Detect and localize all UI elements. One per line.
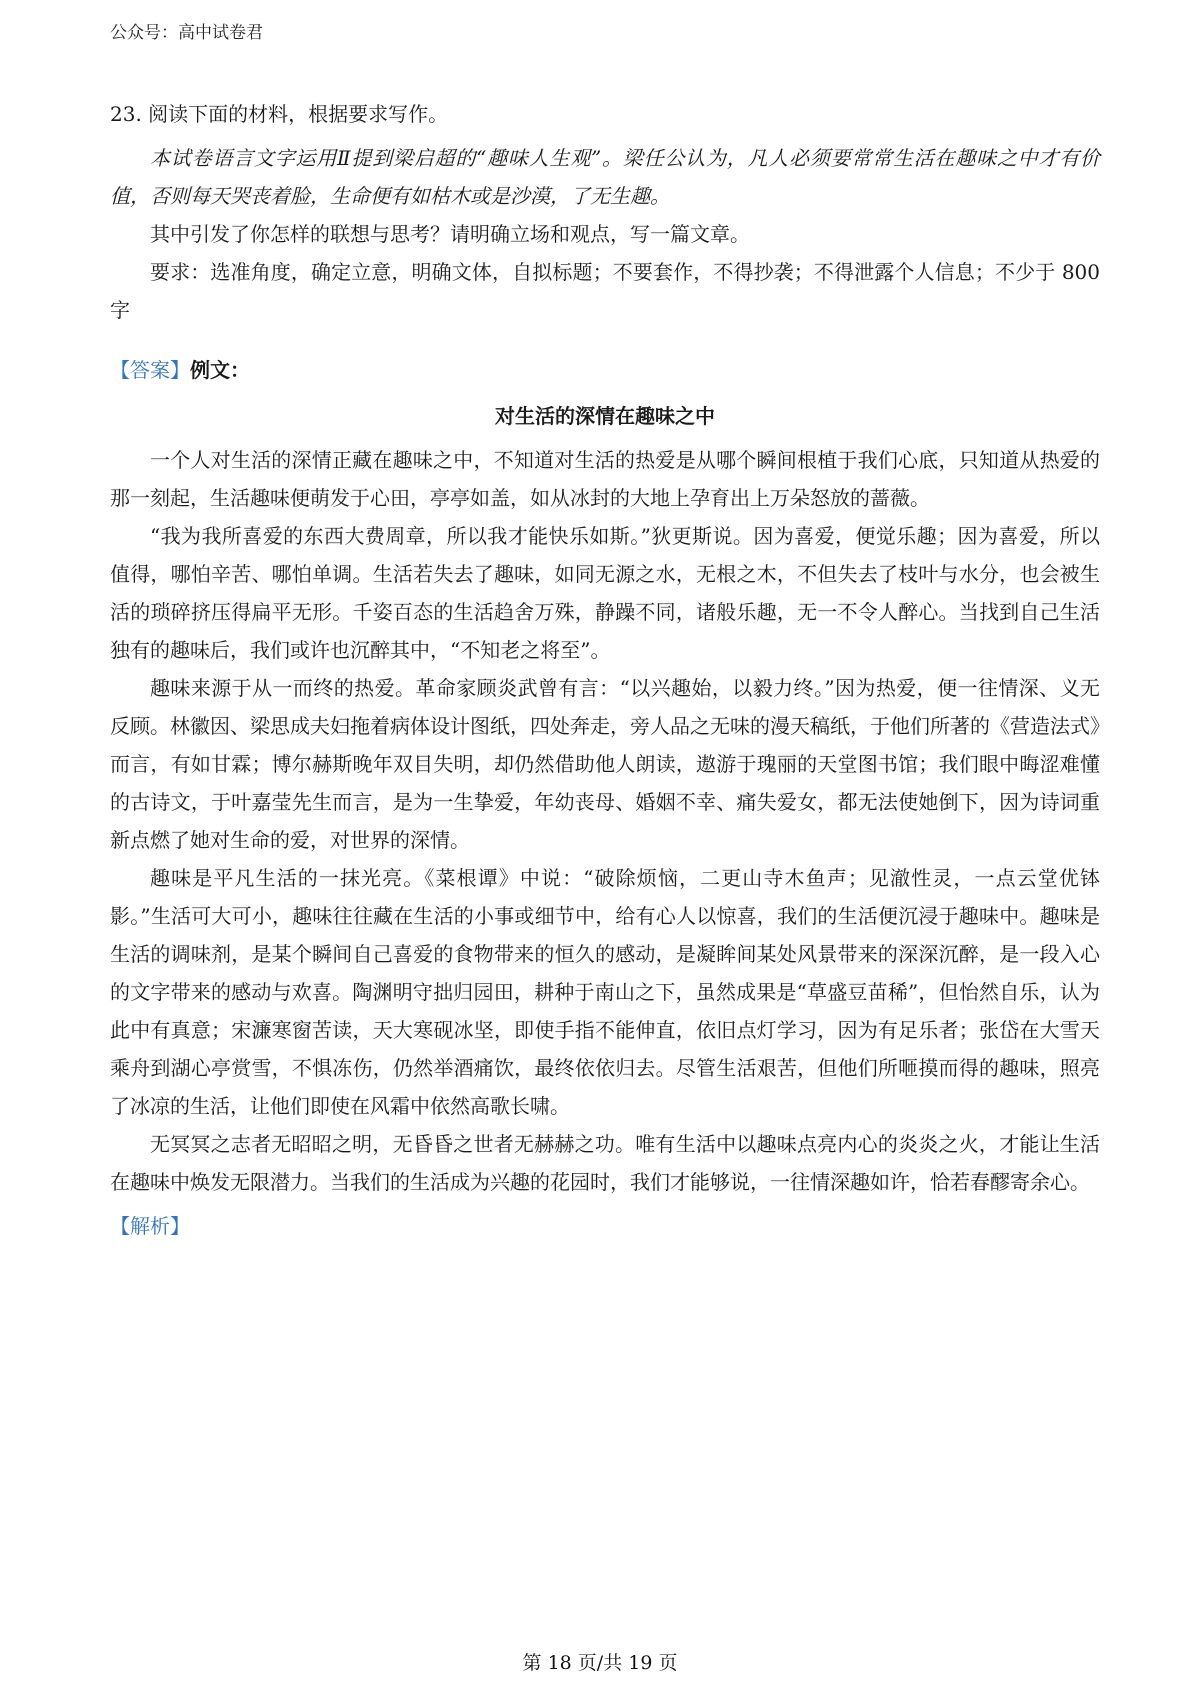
question-material: 本试卷语言文字运用Ⅱ提到梁启超的“趣味人生观”。梁任公认为，凡人必须要常常生活在趣味之中才有价值，否则每天哭丧着脸，生命便有如枯木或是沙漠，了无生趣。: [110, 146, 1100, 208]
sample-essay-label: 例文：: [190, 358, 250, 382]
essay-paragraph: 一个人对生活的深情正藏在趣味之中，不知道对生活的热爱是从哪个瞬间根植于我们心底，只知道从热爱的那一刻起，生活趣味便萌发于心田，亭亭如盖，如从冰封的大地上孕育出上万朵怒放的蔷薇。: [110, 448, 1100, 510]
essay-paragraph: 趣味是平凡生活的一抹光亮。《菜根谭》中说：“破除烦恼，二更山寺木鱼声；见澈性灵，一点云堂优钵影。”生活可大可小，趣味往往藏在生活的小事或细节中，给有心人以惊喜，我们的生活便沉浸于趣味中。趣味是生活的调味剂，是某个瞬间自己喜爱的食物带来的恒久的感动，是凝眸间某处风景带来的深深沉醉，是一段入心的文字带来的感动与欢喜。陶渊明守拙归园田，耕种于南山之下，虽然成果是“草盛豆苗稀”，但怡然自乐，认为此中有真意；宋濂寒窗苦读，天大寒砚冰坚，即使手指不能伸直，依旧点灯学习，因为有足乐者；张岱在大雪天乘舟到湖心亭赏雪，不惧冻伤，仍然举酒痛饮，最终依依归去。尽管生活艰苦，但他们所咂摸而得的趣味，照亮了冰凉的生活，让他们即使在风霜中依然高歌长啸。: [110, 866, 1100, 1118]
essay-paragraph: “我为我所喜爱的东西大费周章，所以我才能快乐如斯。”狄更斯说。因为喜爱，便觉乐趣；因为喜爱，所以值得，哪怕辛苦、哪怕单调。生活若失去了趣味，如同无源之水，无根之木，不但失去了枝叶与水分，也会被生活的琐碎挤压得扁平无形。千姿百态的生活趋舍万殊，静躁不同，诸般乐趣，无一不令人醉心。当找到自己生活独有的趣味后，我们或许也沉醉其中，“不知老之将至”。: [110, 524, 1100, 662]
content-body: [110, 95, 1100, 1245]
question-prompt: 其中引发了你怎样的联想与思考？请明确立场和观点，写一篇文章。: [150, 222, 750, 246]
essay-title: 对生活的深情在趣味之中: [495, 404, 715, 428]
answer-heading: [110, 351, 1100, 389]
answer-label: 【答案】: [110, 358, 190, 382]
question-title: 23. 阅读下面的材料，根据要求写作。: [110, 102, 449, 126]
essay-paragraph: 趣味来源于从一而终的热爱。革命家顾炎武曾有言：“以兴趣始，以毅力终。”因为热爱，便一往情深、义无反顾。林徽因、梁思成夫妇拖着病体设计图纸，四处奔走，旁人品之无味的漫天稿纸，于他们所著的《营造法式》而言，有如甘霖；博尔赫斯晚年双目失明，却仍然借助他人朗读，遨游于瑰丽的天堂图书馆；我们眼中晦涩难懂的古诗文，于叶嘉莹先生而言，是为一生挚爱，年幼丧母、婚姻不幸、痛失爱女，都无法使她倒下，因为诗词重新点燃了她对生命的爱，对世界的深情。: [110, 676, 1100, 852]
analysis-label: 【解析】: [110, 1214, 190, 1238]
analysis-heading: [110, 1207, 1100, 1245]
essay-paragraph: 无冥冥之志者无昭昭之明，无昏昏之世者无赫赫之功。唯有生活中以趣味点亮内心的炎炎之火，才能让生活在趣味中焕发无限潜力。当我们的生活成为兴趣的花园时，我们才能够说，一往情深趣如许，恰若春醪寄余心。: [110, 1132, 1100, 1194]
question-requirements: 要求：选准角度，确定立意，明确文体，自拟标题；不要套作，不得抄袭；不得泄露个人信息；不少于 800 字: [110, 260, 1100, 322]
page-indicator: 第 18 页/共 19 页: [522, 1652, 678, 1674]
source-header: 公众号：高中试卷君: [110, 23, 263, 43]
